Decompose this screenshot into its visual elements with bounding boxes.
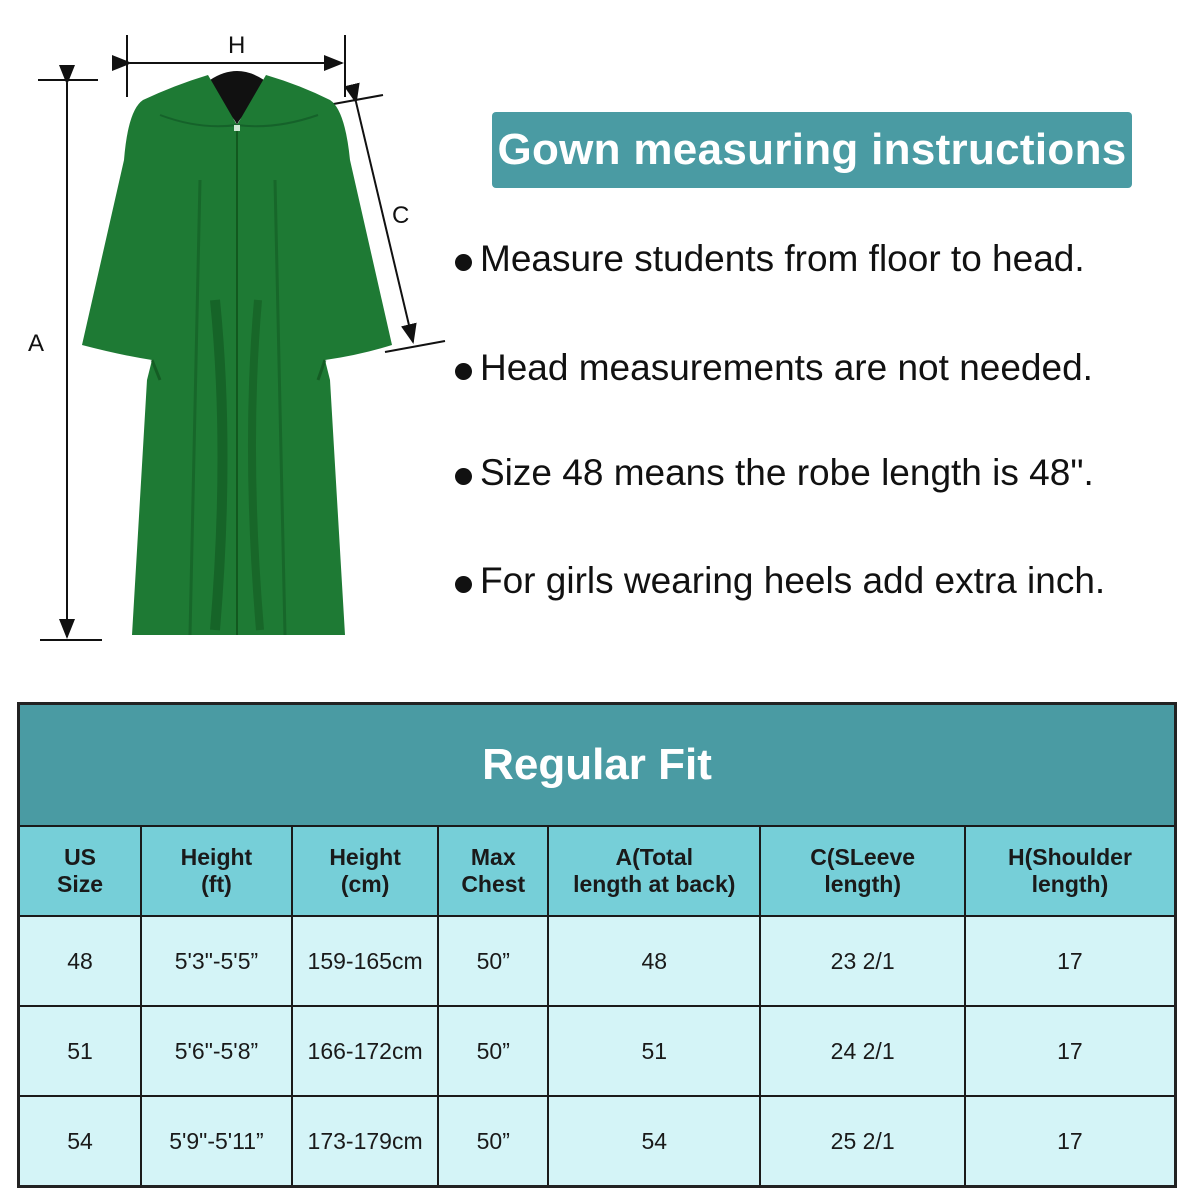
cell-sleeve-length: 24 2/1 [760,1006,964,1096]
cell-height-cm: 166-172cm [292,1006,439,1096]
cell-sleeve-length: 25 2/1 [760,1096,964,1187]
gown-illustration [0,0,460,660]
cell-height-cm: 159-165cm [292,916,439,1006]
header-max-chest: Max Chest [438,826,548,916]
cell-shoulder-length: 17 [965,1096,1176,1187]
cell-max-chest: 50” [438,916,548,1006]
cell-total-length: 54 [548,1096,760,1187]
banner-title: Gown measuring instructions [497,125,1127,174]
dimension-label-h: H [228,32,246,59]
cell-us-size: 48 [19,916,142,1006]
dimension-label-a: A [28,330,45,357]
instruction-item [455,560,1105,602]
instruction-text: For girls wearing heels add extra inch. [480,560,1106,601]
instruction-text: Head measurements are not needed. [480,347,1093,388]
cell-total-length: 51 [548,1006,760,1096]
cell-us-size: 54 [19,1096,142,1187]
header-us-size: US Size [19,826,142,916]
cell-us-size: 51 [19,1006,142,1096]
header-height-ft: Height (ft) [141,826,292,916]
dimension-label-c: C [392,202,410,229]
table-row [19,1096,1176,1187]
header-height-cm: Height (cm) [292,826,439,916]
gown-diagram [0,0,460,660]
header-sleeve-length: C(SLeeve length) [760,826,964,916]
table-title: Regular Fit [19,704,1176,827]
cell-total-length: 48 [548,916,760,1006]
instructions-banner [492,112,1132,188]
instruction-item [455,238,1085,280]
header-shoulder-length: H(Shoulder length) [965,826,1176,916]
table-header-row [19,826,1176,916]
instruction-text: Size 48 means the robe length is 48". [480,452,1094,493]
cell-shoulder-length: 17 [965,1006,1176,1096]
instruction-item [455,347,1093,389]
size-chart-table [17,702,1177,1188]
cell-sleeve-length: 23 2/1 [760,916,964,1006]
table-title-row [19,704,1176,827]
cell-height-ft: 5'6"-5'8” [141,1006,292,1096]
instruction-item [455,452,1094,494]
table-row [19,916,1176,1006]
bullet-icon [455,363,472,380]
cell-shoulder-length: 17 [965,916,1176,1006]
cell-height-cm: 173-179cm [292,1096,439,1187]
instruction-text: Measure students from floor to head. [480,238,1085,279]
cell-height-ft: 5'3"-5'5” [141,916,292,1006]
cell-max-chest: 50” [438,1096,548,1187]
cell-height-ft: 5'9"-5'11” [141,1096,292,1187]
bullet-icon [455,576,472,593]
header-total-length: A(Total length at back) [548,826,760,916]
table-row [19,1006,1176,1096]
cell-max-chest: 50” [438,1006,548,1096]
bullet-icon [455,468,472,485]
bullet-icon [455,254,472,271]
